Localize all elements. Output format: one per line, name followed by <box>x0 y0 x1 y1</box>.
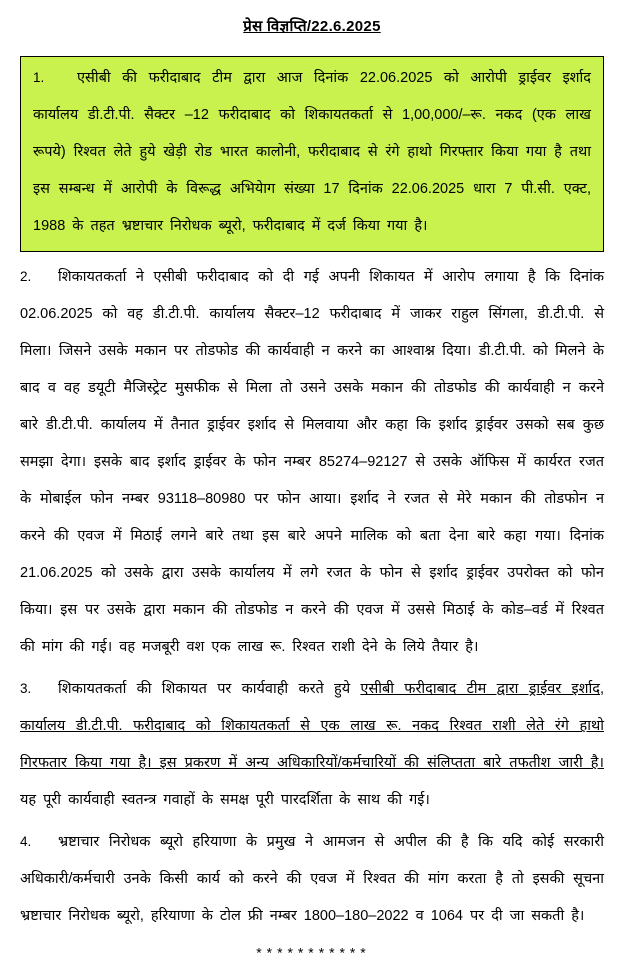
paragraph-4-number: 4. <box>20 834 32 849</box>
paragraph-3 <box>20 670 604 819</box>
footer-asterisks: *********** <box>254 947 370 963</box>
paragraph-3-tail-text: यह पूरी कार्यवाही स्वतन्त्र गवाहों के समक्ष पूरी पारदर्शिता के साथ की गई। <box>20 792 430 808</box>
paragraph-4-text: भ्रष्टाचार निरोधक ब्यूरो हरियाणा के प्रमुख ने आमजन से अपील की है कि यदि कोई सरकारी अधिकारी/कर्मचारी उनके किसी कार्य को करने की एवज में रिश्वत की मांग करता है तो इसकी सूचना भ्रष्टाचार निरोधक ब्यूरो, हरियाणा के टोल फ्री नम्बर 1800–180–2022 व 1064 पर दी जा सकती है। <box>20 834 604 924</box>
paragraph-1-text: एसीबी की फरीदाबाद टीम द्वारा आज दिनांक 22.06.2025 को आरोपी ड्राईवर इर्शाद कार्यालय डी.टी.पी. सैक्टर –12 फरीदाबाद को शिकायतकर्ता से 1,00,000/–रू. नकद (एक लाख रूपये) रिश्वत लेते हुये खेड़ी रोड भारत कालोनी, फरीदाबाद से रंगे हाथो गिरफ्तार किया गया है तथा इस सम्बन्ध में आरोपी के विरूद्ध अभियेाग संख्या 17 दिनांक 22.06.2025 धारा 7 पी.सी. एक्ट, 1988 के तहत भ्रष्टाचार निरोधक ब्यूरो, फरीदाबाद में दर्ज किया गया है। <box>33 70 591 234</box>
paragraph-3-number: 3. <box>20 681 32 696</box>
paragraph-2-text: शिकायतकर्ता ने एसीबी फरीदाबाद को दी गई अपनी शिकायत में आरोप लगाया है कि दिनांक 02.06.2025 को वह डी.टी.पी. कार्यालय सैक्टर–12 फरीदाबाद में जाकर राहुल सिंगला, डी.टी.पी. से मिला। जिसने उसके मकान पर तोडफोड की कार्यवाही न करने का आश्वाश्न दिया। डी.टी.पी. को मिलने के बाद व वह डयूटी मैजिस्ट्रेट मुसफीक से मिला तो उसने उसके मकान की तोडफोड की कार्यवाही न करने बारे डी.टी.पी. कार्यालय में तैनात ड्राईवर इर्शाद से मिलवाया और कहा कि इर्शाद ड्राईवर उसको सब कुछ समझा देगा। इसके बाद इर्शाद ड्राईवर के फोन नम्बर 85274–92127 से उसके ऑफिस में कार्यरत रजत के मोबाईल फोन नम्बर 93118–80980 पर फोन आया। इर्शाद ने रजत से मेरे मकान की तोडफोन न करने की एवज में मिठाई लगने बारे तथा इस बारे अपने मालिक को बता देना बारे कहा गया। दिनांक 21.06.2025 को उसके द्वारा उसके कार्यालय में लगे रजत के फोन से इर्शाद ड्राईवर उपरोक्त को फोन किया। इस पर उसके द्वारा मकान की तोडफोड न करने की एवज में उससे मिठाई के कोड–वर्ड में रिश्वत की मांग की गई। वह मजबूरी वश एक लाख रू. रिश्वत राशी देने के लिये तैयार है। <box>20 269 604 655</box>
paragraph-2-number: 2. <box>20 269 32 284</box>
paragraph-3-lead-text: शिकायतकर्ता की शिकायत पर कार्यवाही करते हुये <box>58 681 361 697</box>
paragraph-3-underlined-text: एसीबी फरीदाबाद टीम द्वारा ड्राईवर इर्शाद, कार्यालय डी.टी.पी. फरीदाबाद को शिकायतकर्ता से एक लाख रू. नकद रिश्वत राशी लेते रंगे हाथो गिरफतार किया गया है। इस प्रकरण में अन्य अधिकारियों/कर्मचारियों की संलिप्तता बारे तफतीश जारी है। <box>20 681 604 771</box>
highlighted-paragraph-1 <box>20 56 604 252</box>
paragraph-2 <box>20 258 604 666</box>
document-title: प्रेस विज्ञप्ति/22.6.2025 <box>243 18 381 35</box>
paragraph-1-number: 1. <box>33 70 45 85</box>
paragraph-4 <box>20 823 604 935</box>
